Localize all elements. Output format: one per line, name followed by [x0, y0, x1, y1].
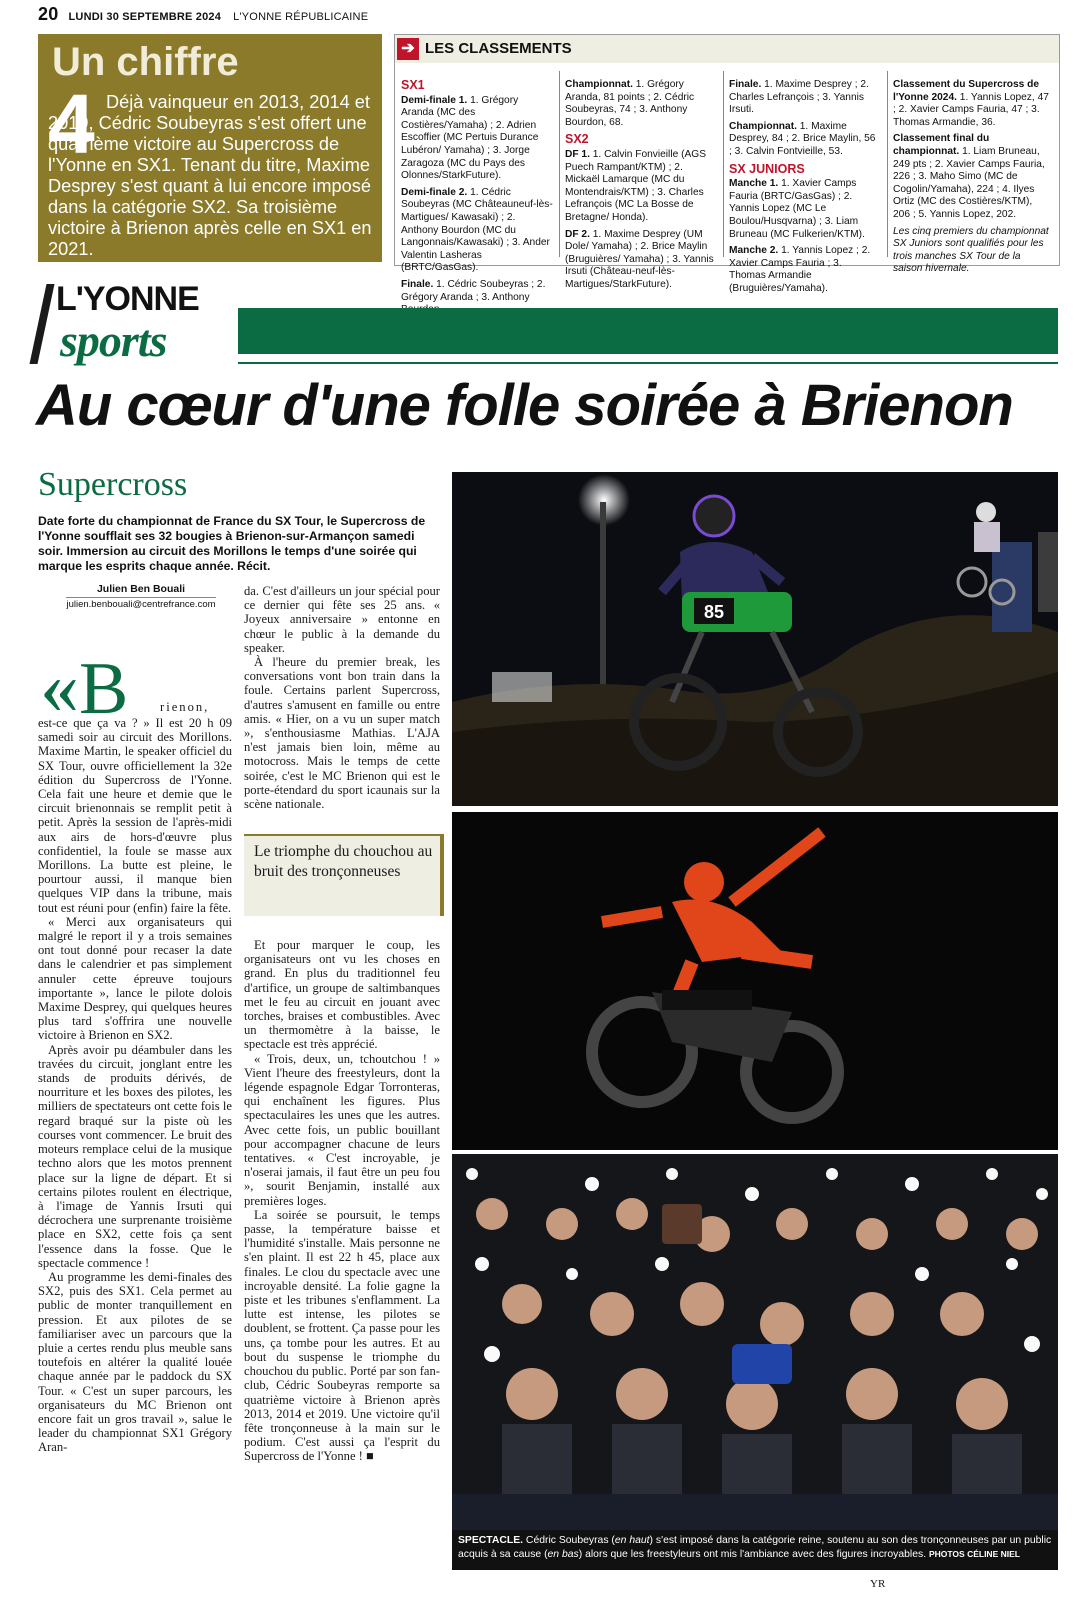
column-divider: [559, 71, 560, 257]
author-name: Julien Ben Bouali: [96, 583, 186, 595]
drop-cap: «B: [40, 643, 129, 730]
article-col-1: [38, 716, 232, 1455]
result-item: Demi-finale 2. 1. Cédric Soubeyras (MC Châteauneuf-lès-Martigues/ Kawasaki) ; 2. Anthony Bourdon (MC du Langonnais/Kawasaki) ; 3. Ander Valentin Lasheras (BRTC/GasGas).: [401, 186, 553, 274]
bike-number: 85: [703, 602, 725, 622]
intertitle: Le triomphe du chouchou au bruit des tronçonneuses: [254, 843, 433, 880]
result-item: Finale. 1. Maxime Desprey ; 2. Charles Lefrançois ; 3. Yannis Irsuti.: [729, 79, 869, 116]
classements-col-juniors: [729, 79, 879, 300]
photo-credit: PHOTOS CÉLINE NIEL: [928, 1548, 1020, 1559]
chiffre-text: Déjà vainqueur en 2013, 2014 et 2019, Cédric Soubeyras s'est offert une quatrième victoire au Supercross de l'Yonne en SX1. Tenant du titre, Maxime Desprey s'est quant à lui encore imposé dans la catégorie SX2. Sa troisième victoire à Brienon après celle en SX1 en 2021.: [48, 92, 372, 259]
photo-freestyler: [452, 812, 1058, 1150]
kicker: Supercross: [38, 466, 188, 503]
classements-col-final: [893, 79, 1051, 280]
paragraph: da. C'est d'ailleurs un jour spécial pour ce dernier qui fête ses 25 ans. « Joyeux anniversaire » entonne en chœur le public à la demande du speaker.: [244, 584, 440, 655]
classements-box: [394, 34, 1060, 303]
paragraph: Au programme les demi-finales des SX2, puis des SX1. Cela permet au public de monter tranquillement en pression. Et aux pilotes de se familiariser avec un parcours que la pluie a certes rendu plus meuble sans toutefois en altérer la qualité louée chaque année par le paddock du SX Tour. « C'est un super parcours, les organisateurs du MC Brienon ont encore fait un gros travail », salue le leader du championnat SX1 Grégory Aran-: [38, 1269, 232, 1455]
photo-rider-jump: [452, 472, 1058, 806]
headline: Au cœur d'une folle soirée à Brienon: [36, 373, 1013, 438]
page-header: [38, 4, 368, 25]
classements-title: LES CLASSEMENTS: [425, 40, 572, 57]
classements-col-sx1: [401, 75, 553, 321]
classements-col-sx2: [565, 79, 715, 296]
result-item: Championnat. 1. Maxime Desprey, 84 ; 2. Brice Maylin, 56 ; 3. Calvin Fontvieille, 53.: [729, 120, 876, 157]
column-divider: [887, 71, 888, 257]
drop-cap-rest: rienon,: [160, 700, 210, 714]
author-email[interactable]: julien.benbouali@centrefrance.com: [66, 599, 216, 610]
paragraph: La soirée se poursuit, le temps passe, la température baisse et l'humidité s'installe. Mais personne ne s'en plaint. Il est 22 h 45, place aux finales. Le clou du spectacle avec une incroyable densité. La folie gagne la piste et les tribunes s'enflamment. La lutte est intense, les pilotes se doublent, se frottent. Ça passe pour les uns, ça tombe pour les autres. Et au bout du suspense le triomphe du chouchou du public. Porté par son fan-club, Cédric Soubeyras remporte sa quatrième victoire à Brienon après 2013, 2014 et 2019. Une victoire qu'il fête tronçonneuse à la main sur le podium. C'est aussi ça l'esprit du Supercross de l'Yonne ! ■: [244, 1207, 440, 1464]
section-bar: [238, 308, 1058, 354]
article-col-2-top: [244, 584, 440, 811]
byline: [66, 583, 216, 610]
logo-slash: [29, 284, 54, 364]
result-item: Championnat. 1. Grégory Aranda, 81 points ; 2. Cédric Soubeyras, 74 ; 3. Anthony Bourdon, 68.: [565, 79, 695, 128]
article-col-2-bottom: [244, 938, 440, 1464]
page-number: 20: [38, 4, 59, 24]
result-item: Finale. 1. Cédric Soubeyras ; 2. Grégory Aranda ; 3. Anthony: [401, 278, 546, 303]
result-item: Classement du Supercross de l'Yonne 2024. 1. Yannis Lopez, 47 ; 2. Xavier Camps Fauria, 47 ; 3. Thomas Armandie, 36.: [893, 79, 1049, 128]
result-item: Demi-finale 1. 1. Grégory Aranda (MC des Costières/Yamaha) ; 2. Adrien Escoffier (MC Pertuis Durance Lubéron/ Yamaha) ; 3. Jorge Zaragoza (MC du Pays des Olonnes/StarkFuture).: [401, 94, 539, 182]
result-item: Manche 2. 1. Yannis Lopez ; 2. Xavier Camps Fauria ; 3. Thomas Armandie (Bruguières/Yamaha).: [729, 245, 871, 294]
logo-line2: sports: [60, 315, 167, 366]
chiffre-box: [38, 34, 382, 262]
classements-header: [395, 35, 1059, 63]
footer-mark: YR: [870, 1578, 886, 1590]
photo-caption: SPECTACLE. Cédric Soubeyras (en haut) s'est imposé dans la catégorie reine, soutenu au son des tronçonneuses par un public acquis à sa cause (en bas) alors que les freestyleurs ont mis l'ambiance avec des figures incroyables. PHOTOS CÉLINE NIEL: [452, 1530, 1058, 1570]
result-item: DF 2. 1. Maxime Desprey (UM Dole/ Yamaha) ; 2. Brice Maylin (Bruguières/ Yamaha) ; 3. Yannis Irsuti (Château-neuf-lès-Martigues/StarkFuture).: [565, 228, 714, 290]
paragraph: À l'heure du premier break, les conversations vont bon train dans la foule. Certains parlent Supercross, d'autres s'amusent en famille ou entre amis. « Hier, on a vu un super match », s'enthousiasme Mathias. L'AJA n'est jamais bien loin, même au motocross. Mais le temps de cette soirée, c'est le MC Brienon qui est le porte-étendard du sport icaunais sur la scène nationale.: [244, 655, 440, 812]
paragraph: est-ce que ça va ? » Il est 20 h 09 samedi soir au circuit des Morillons. Maxime Martin, le speaker officiel du SX Tour, ouvre officiellement la 32e édition du Supercross de l'Yonne. Cela fait une heure et demie que le circuit brienonnais se remplit petit à petit. Après la session de l'après-midi aux airs de hors-d'œuvre plus confidentiel, la foule se masse aux Morillons. La butte est pleine, le pourtour aussi, il manque bien quelques VIP dans la tribune, mais tout est réuni pour (enfin) faire la fête.: [38, 716, 232, 915]
chainsaw: [662, 1204, 702, 1244]
chiffre-number: 4: [48, 77, 95, 171]
paragraph: « Merci aux organisateurs qui malgré le report il y a trois semaines ont tout donné pour recaser la date dans le calendrier et pas simplement annuler cette épreuve toujours importante », lance le pilote dolois Maxime Desprey, qui quelques heures plus tard s'offrira une nouvelle victoire à Brienon en SX2.: [38, 914, 232, 1043]
photo-crowd: [452, 1154, 1058, 1530]
newspaper-name: L'YONNE RÉPUBLICAINE: [233, 11, 369, 23]
intertitle-box: [244, 834, 444, 916]
result-item: Manche 1. 1. Xavier Camps Fauria (BRTC/GasGas) ; 2. Yannis Lopez (MC Le Boulou/Husqvarna) ; 3. Liam Bruneau (MC Fulkerien/KTM).: [729, 178, 865, 240]
section-rule: [238, 362, 1058, 364]
logo-line1: L'YONNE: [56, 280, 199, 318]
result-item: DF 1. 1. Calvin Fonvieille (AGS Puech Rampant/KTM) ; 2. Mickaël Lamarque (MC du Montendrais/KTM) ; 3. Charles Lefrançois (MC La Bosse de Bretagne/ Honda).: [565, 148, 706, 223]
arrow-right-icon: ➔: [397, 38, 419, 60]
section-label: SX1: [401, 78, 425, 92]
column-divider: [723, 71, 724, 257]
issue-date: LUNDI 30 SEPTEMBRE 2024: [68, 11, 222, 23]
chainsaw: [732, 1344, 792, 1384]
result-note: Les cinq premiers du championnat SX Juniors sont qualifiés pour les trois manches SX Tour de la saison hivernale.: [893, 225, 1049, 275]
paragraph: Après avoir pu déambuler dans les travées du circuit, jonglant entre les stands de produits dérivés, de nourriture et les boxes des pilotes, les milliers de spectateurs ont cette fois le regard braqué sur la piste où les courses vont commencer. Le bruit des moteurs remplace celui de la musique techno alors que les motos prennent place sur la ligne de départ. Et si certains pilotes roulent en électrique, à l'image de Yannis Irsuti qui décrochera une surprenante troisième place en SX2, cette fois ça sent l'essence dans la fosse. Que le spectacle commence !: [38, 1042, 232, 1270]
section-label: SX2: [565, 132, 589, 147]
chiffre-title: Un chiffre: [52, 40, 239, 84]
section-label: SX JUNIORS: [729, 161, 805, 176]
result-item: Classement final du championnat. 1. Liam Bruneau, 249 pts ; 2. Xavier Camps Fauria, 226 ; 3. Maho Simo (MC de Cogolin/Yamaha), 224 ; 4. Ilyes Ortiz (MC des Costières/KTM), 206 ; 5. Yannis Lopez, 202.: [893, 133, 1045, 220]
standfirst: Date forte du championnat de France du SX Tour, le Supercross de l'Yonne soufflait ses 32 bougies à Brienon-sur-Armançon samedi soir. Immersion au circuit des Morillons le temps d'une soirée qui marque les esprits chaque année. Récit.: [38, 514, 426, 573]
paragraph: « Trois, deux, un, tchoutchou ! » Vient l'heure des freestyleurs, dont la légende espagnole Edgar Torronteras, qui enchaînent les figures. Plus spectaculaires les unes que les autres. Avec cette fois, un public bouillant pour accompagner chacune de leurs tentatives. « C'est incroyable, je n'oserai jamais, il faut être un peu fou », sourit Benjamin, installé aux premières loges.: [244, 1051, 440, 1208]
paragraph: Et pour marquer le coup, les organisateurs ont vu les choses en grand. En plus du traditionnel feu d'artifice, un groupe de saltimbanques met le feu au circuit en jouant avec torches, braises et combustibles. Avec un thermomètre à la baisse, le spectacle est très apprécié.: [244, 938, 440, 1052]
